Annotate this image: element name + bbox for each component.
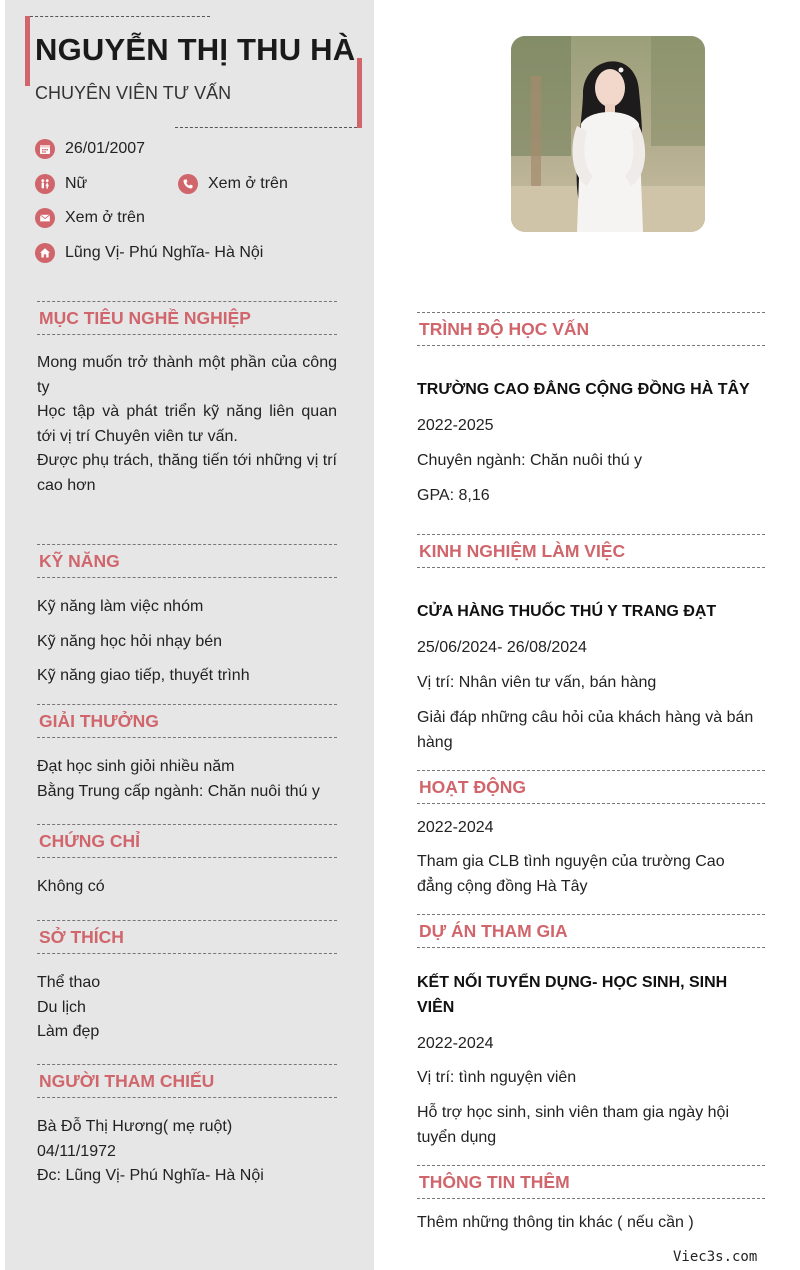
reference-line: 04/11/1972: [37, 1142, 116, 1160]
additional-title: THÔNG TIN THÊM: [419, 1171, 570, 1192]
awards-heading: [37, 704, 337, 738]
experience-company: CỬA HÀNG THUỐC THÚ Y TRANG ĐẠT: [417, 603, 717, 620]
skills-heading: [37, 544, 337, 578]
experience-title: KINH NGHIỆM LÀM VIỆC: [419, 540, 626, 561]
job-title: CHUYÊN VIÊN TƯ VẤN: [35, 83, 232, 103]
skill-item: Kỹ năng học hỏi nhạy bén: [37, 633, 223, 650]
education-period: 2022-2025: [417, 417, 494, 434]
experience-description: Giải đáp những câu hỏi của khách hàng và bán hàng: [417, 709, 754, 751]
header-divider-bottom: [175, 127, 357, 128]
award-line: Bằng Trung cấp ngành: Chăn nuôi thú y: [37, 782, 320, 800]
education-major: Chuyên ngành: Chăn nuôi thú y: [417, 452, 643, 469]
project-description: Hỗ trợ học sinh, sinh viên tham gia ngày hội tuyển dụng: [417, 1104, 729, 1146]
certificates-text: Không có: [37, 878, 105, 895]
birthday-value: 26/01/2007: [65, 140, 146, 157]
objective-line: Mong muốn trở thành một phần của công ty: [37, 354, 337, 396]
email-row: [35, 208, 145, 228]
hobby-item: Làm đẹp: [37, 1023, 100, 1040]
education-title: TRÌNH ĐỘ HỌC VẤN: [419, 318, 590, 339]
project-name: KẾT NỐI TUYỂN DỤNG- HỌC SINH, SINH VIÊN: [417, 974, 728, 1016]
projects-title: DỰ ÁN THAM GIA: [419, 920, 568, 941]
reference-line: Bà Đỗ Thị Hương( mẹ ruột): [37, 1118, 233, 1135]
phone-row: [178, 174, 288, 194]
skill-item: Kỹ năng giao tiếp, thuyết trình: [37, 667, 250, 684]
objective-heading: [37, 301, 337, 335]
objective-line: Học tập và phát triển kỹ năng liên quan tới vị trí Chuyên viên tư vấn.: [37, 403, 337, 445]
award-line: Đạt học sinh giỏi nhiều năm: [37, 758, 235, 775]
gender-icon: [35, 174, 55, 194]
awards-text: [37, 755, 347, 804]
gender-value: Nữ: [65, 175, 88, 192]
calendar-icon: [35, 139, 55, 159]
header-accent-bar-right: [357, 58, 362, 128]
skill-item: Kỹ năng làm việc nhóm: [37, 598, 204, 615]
experience-position: Vị trí: Nhân viên tư vấn, bán hàng: [417, 674, 657, 691]
email-icon: [35, 208, 55, 228]
certificates-title: CHỨNG CHỈ: [39, 830, 141, 851]
education-school: TRƯỜNG CAO ĐẲNG CỘNG ĐỒNG HÀ TÂY: [417, 381, 750, 398]
phone-icon: [178, 174, 198, 194]
address-value: Lũng Vị- Phú Nghĩa- Hà Nội: [65, 244, 264, 261]
home-icon: [35, 243, 55, 263]
reference-line: Đc: Lũng Vị- Phú Nghĩa- Hà Nội: [37, 1167, 264, 1184]
hobbies-heading: [37, 920, 337, 954]
additional-heading: [417, 1165, 765, 1199]
education-heading: [417, 312, 765, 346]
references-title: NGƯỜI THAM CHIẾU: [39, 1070, 215, 1091]
email-value: Xem ở trên: [65, 209, 145, 226]
address-row: [35, 243, 263, 263]
projects-heading: [417, 914, 765, 948]
header-divider-top: [30, 16, 210, 17]
birthday-row: [35, 139, 145, 159]
hobby-item: Thể thao: [37, 974, 101, 991]
hobby-item: Du lịch: [37, 998, 86, 1016]
header-accent-bar-left: [25, 16, 30, 86]
hobbies-text: [37, 971, 337, 1045]
profile-photo-illustration: [511, 36, 705, 232]
experience-period: 25/06/2024- 26/08/2024: [417, 639, 587, 656]
project-position: Vị trí: tình nguyện viên: [417, 1069, 577, 1086]
objective-title: MỤC TIÊU NGHỀ NGHIỆP: [39, 307, 251, 328]
additional-text: Thêm những thông tin khác ( nếu cần ): [417, 1214, 694, 1231]
project-period: 2022-2024: [417, 1035, 494, 1052]
activities-description: Tham gia CLB tình nguyện của trường Cao đẳng cộng đồng Hà Tây: [417, 853, 725, 895]
awards-title: GIẢI THƯỞNG: [39, 710, 159, 731]
references-text: [37, 1115, 347, 1189]
references-heading: [37, 1064, 337, 1098]
activities-heading: [417, 770, 765, 804]
brand-footer: Viec3s.com: [673, 1249, 758, 1265]
objective-text: [37, 351, 337, 498]
profile-photo: [511, 36, 705, 232]
skills-title: KỸ NĂNG: [39, 550, 120, 571]
experience-heading: [417, 534, 765, 568]
hobbies-title: SỞ THÍCH: [39, 926, 124, 947]
candidate-name: NGUYỄN THỊ THU HÀ: [35, 32, 356, 67]
gender-row: [35, 174, 87, 194]
objective-line: Được phụ trách, thăng tiến tới những vị trí cao hơn: [37, 452, 337, 494]
activities-period: 2022-2024: [417, 819, 494, 836]
certificates-heading: [37, 824, 337, 858]
activities-title: HOẠT ĐỘNG: [419, 776, 526, 797]
phone-value: Xem ở trên: [208, 175, 288, 192]
education-gpa: GPA: 8,16: [417, 487, 490, 504]
